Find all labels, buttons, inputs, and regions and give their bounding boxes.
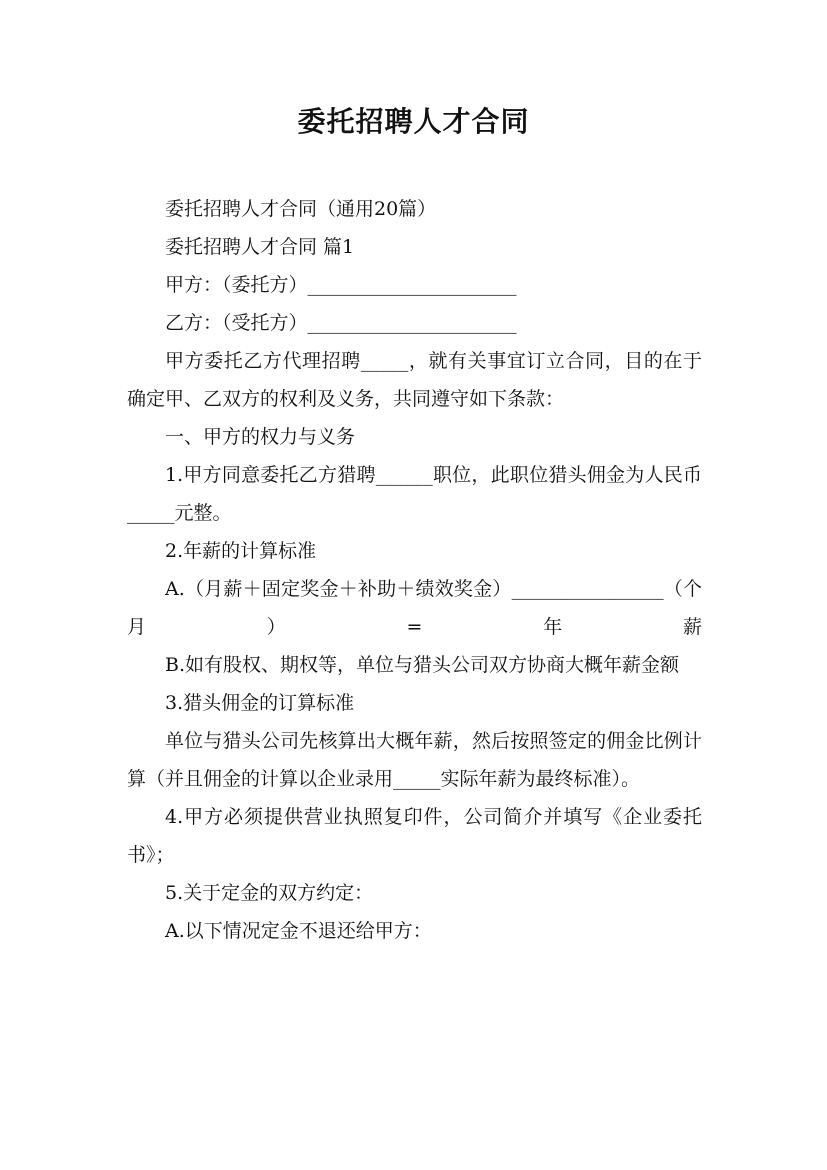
paragraph-party-b: 乙方：（受托方）______________________ <box>165 312 517 334</box>
paragraph-party-a: 甲方：（委托方）______________________ <box>165 274 517 296</box>
paragraph-subtitle: 委托招聘人才合同（通用20篇） <box>165 198 437 220</box>
section-heading-party-a-rights: 一、甲方的权力与义务 <box>165 426 356 448</box>
document-body <box>127 190 702 950</box>
paragraph-clause-2b: B.如有股权、期权等，单位与猎头公司双方协商大概年薪金额 <box>165 654 680 676</box>
paragraph-clause-3-detail: 单位与猎头公司先核算出大概年薪，然后按照签定的佣金比例计算（并且佣金的计算以企业录用_____实际年薪为最终标准）。 <box>127 730 702 790</box>
paragraph-clause-2a: A.（月薪＋固定奖金＋补助＋绩效奖金）________________（个月）=年薪 <box>127 578 702 638</box>
paragraph-article-heading: 委托招聘人才合同 篇1 <box>165 236 355 258</box>
paragraph-clause-2: 2.年薪的计算标准 <box>165 540 317 562</box>
paragraph-clause-1: 1.甲方同意委托乙方猎聘______职位，此职位猎头佣金为人民币_____元整。 <box>127 464 702 524</box>
document-title: 委托招聘人才合同 <box>297 105 530 138</box>
paragraph-clause-5a: A.以下情况定金不退还给甲方： <box>165 920 432 942</box>
paragraph-clause-4: 4.甲方必须提供营业执照复印件，公司简介并填写《企业委托书》； <box>127 806 702 866</box>
paragraph-intro: 甲方委托乙方代理招聘_____，就有关事宜订立合同，目的在于确定甲、乙双方的权利及义务，共同遵守如下条款： <box>127 350 702 410</box>
paragraph-clause-3: 3.猎头佣金的订算标准 <box>165 692 355 714</box>
paragraph-clause-5: 5.关于定金的双方约定： <box>165 882 374 904</box>
